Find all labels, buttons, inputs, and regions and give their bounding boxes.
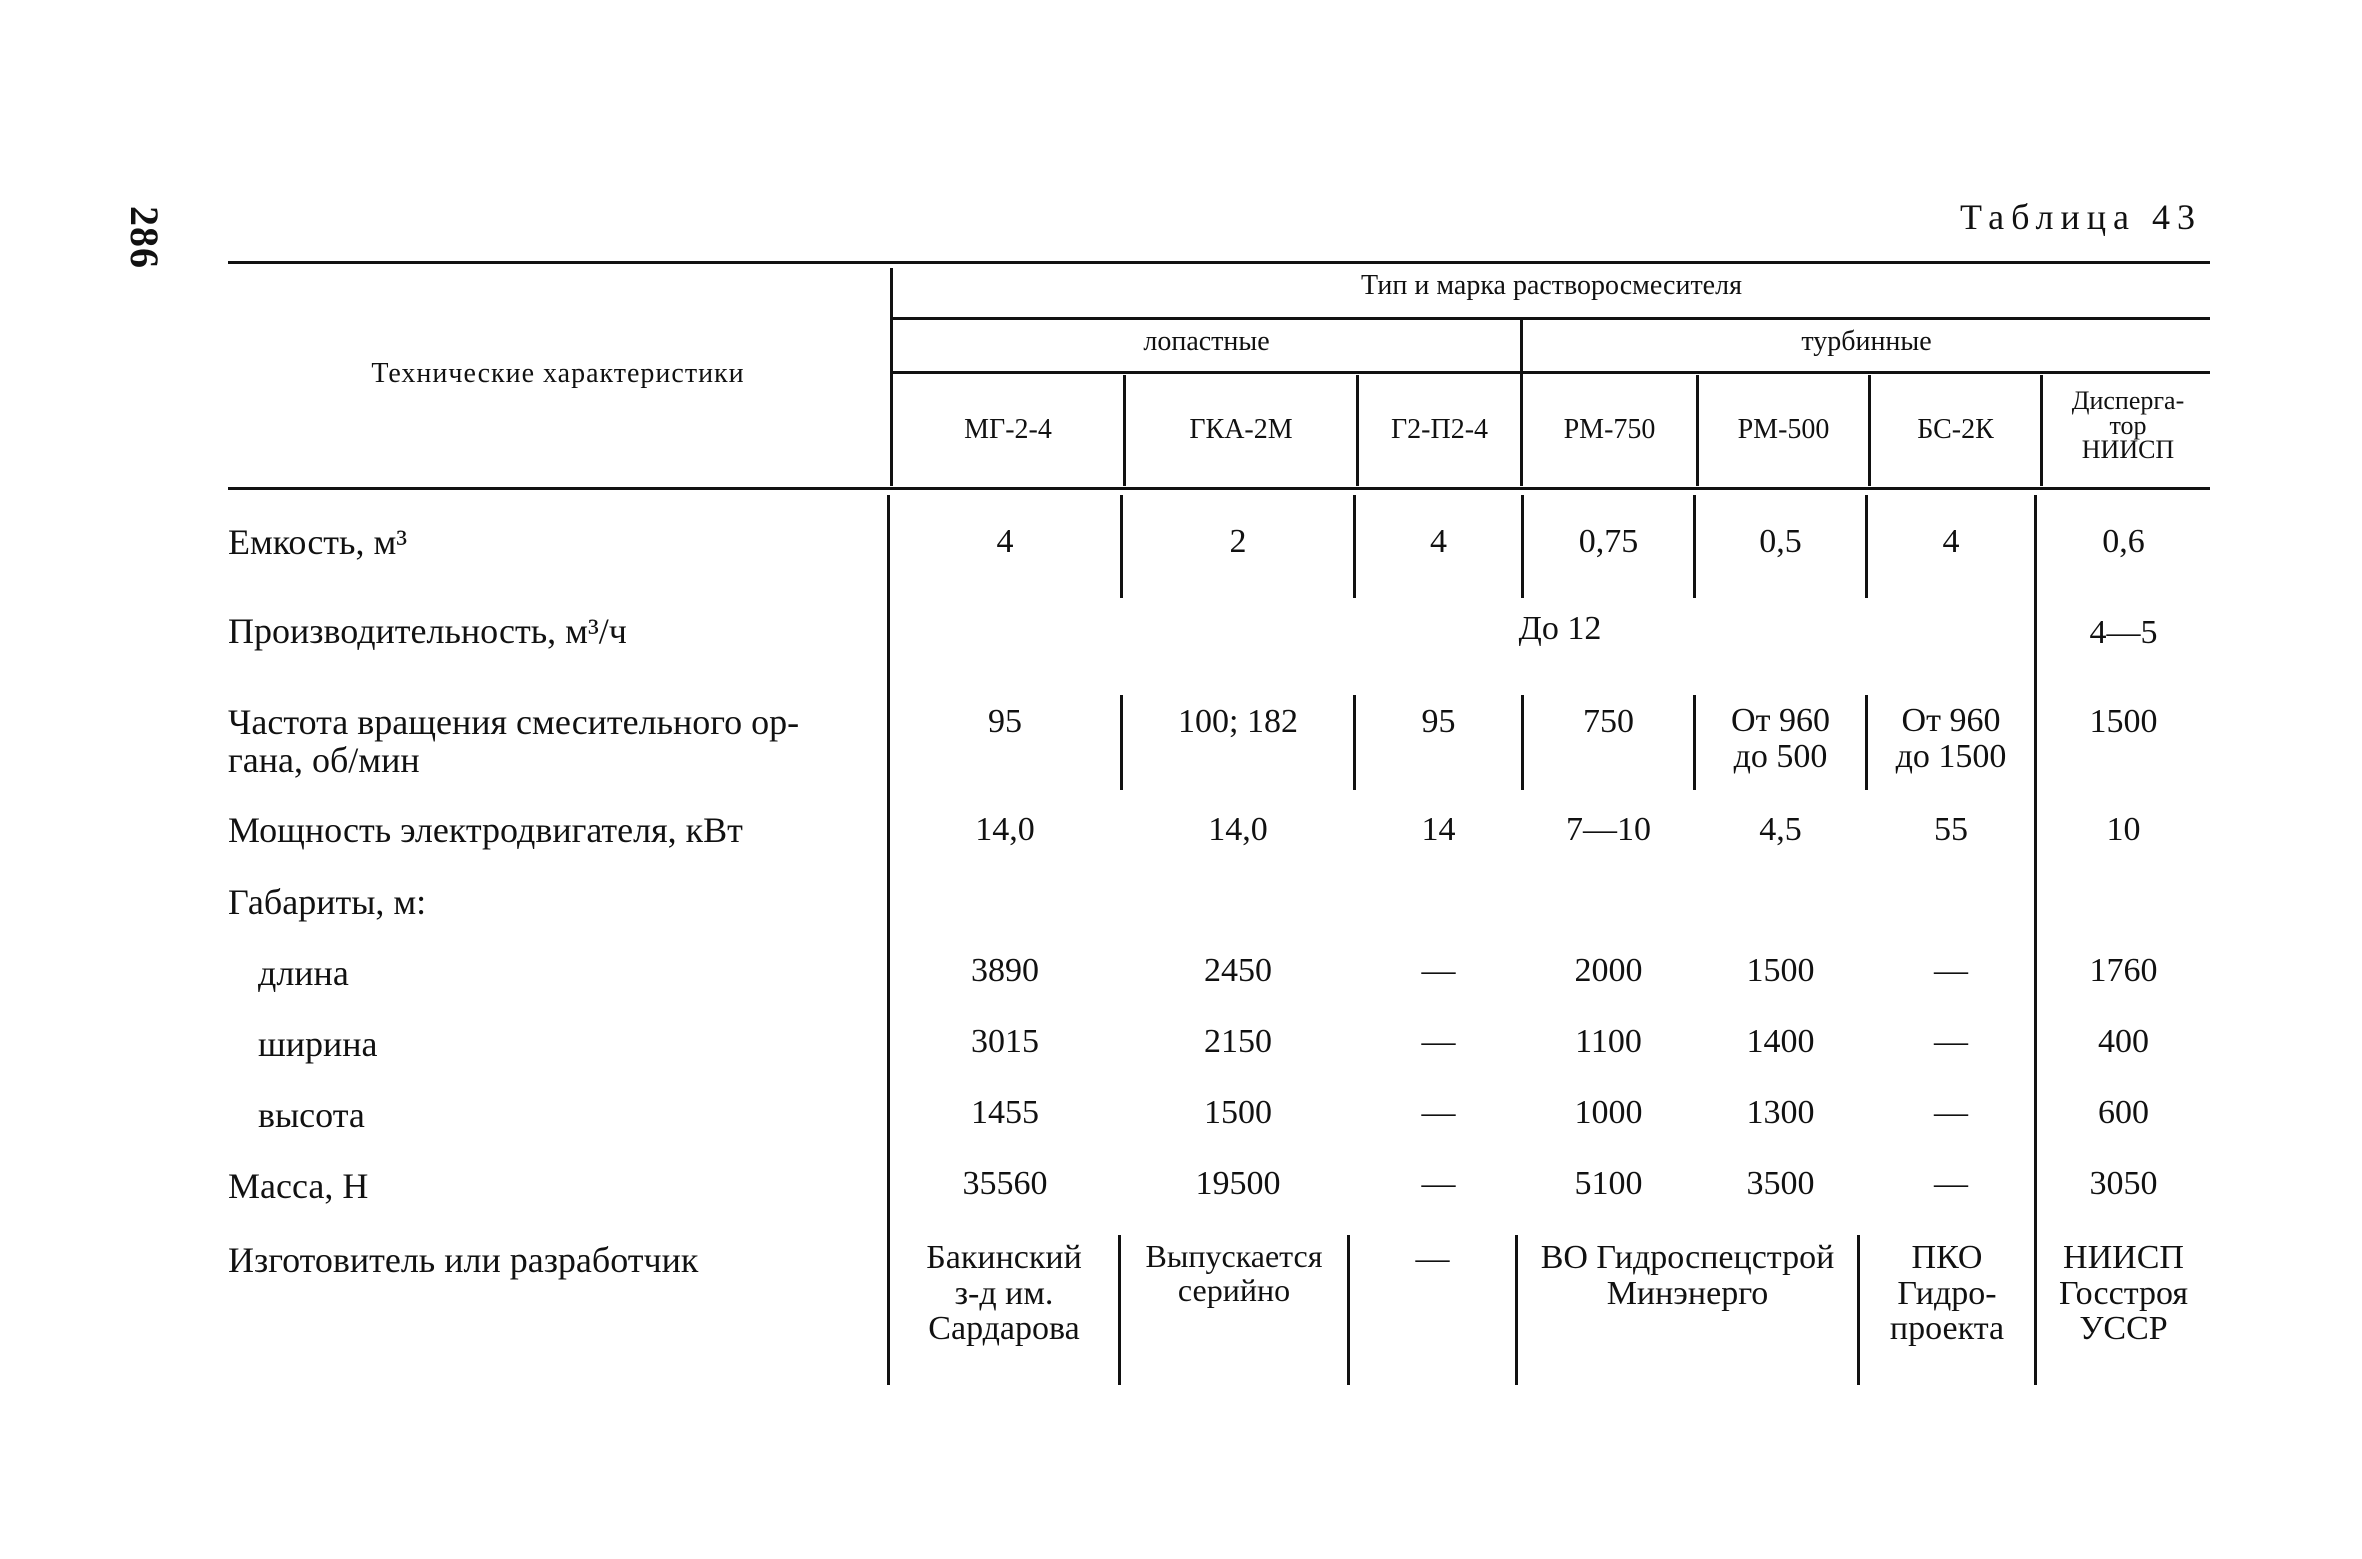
column-header: РМ-750 xyxy=(1563,414,1656,445)
cell-productivity: 4—5 xyxy=(2089,614,2158,651)
cell-rotation: 100; 182 xyxy=(1178,703,1298,740)
column-header: БС-2К xyxy=(1917,414,1994,445)
cell-capacity: 4 xyxy=(996,523,1014,560)
header-group-turbine: турбинные xyxy=(1801,326,1932,357)
page-number: 286 xyxy=(122,206,167,269)
cell-height: 1300 xyxy=(1746,1094,1815,1131)
cell-width: 400 xyxy=(2098,1023,2149,1060)
column-header: ГКА-2М xyxy=(1189,414,1293,445)
cell-width: 1100 xyxy=(1575,1023,1642,1060)
cell-rotation: От 960 до 1500 xyxy=(1895,702,2007,775)
cell-power: 14,0 xyxy=(1208,811,1268,848)
cell-capacity: 0,75 xyxy=(1578,523,1639,560)
header-type-and-brand: Тип и марка растворосмесителя xyxy=(1361,270,1742,301)
cell-capacity: 4 xyxy=(1942,523,1960,560)
cell-length: — xyxy=(1421,952,1456,989)
subheader-rule xyxy=(893,317,2210,320)
cell-width: 1400 xyxy=(1746,1023,1815,1060)
cell-length: 1500 xyxy=(1746,952,1815,989)
cell-length: 1760 xyxy=(2089,952,2158,989)
table-title: Таблица 43 xyxy=(1960,197,2202,237)
cell-length: 3890 xyxy=(971,952,1039,989)
cell-power: 7—10 xyxy=(1566,811,1651,848)
cell-height: 1000 xyxy=(1574,1094,1643,1131)
row-label-length: длина xyxy=(258,953,349,993)
cell-maker: — xyxy=(1415,1240,1450,1277)
column-header: Г2-П2-4 xyxy=(1390,414,1489,445)
cell-width: — xyxy=(1421,1023,1456,1060)
cell-mass: — xyxy=(1934,1165,1968,1202)
column-header: РМ-500 xyxy=(1737,414,1830,445)
cell-mass: 19500 xyxy=(1195,1165,1281,1202)
cell-length: 2450 xyxy=(1204,952,1272,989)
cell-power: 10 xyxy=(2106,811,2141,848)
cell-mass: 3050 xyxy=(2089,1165,2158,1202)
row-label-power: Мощность электродвигателя, кВт xyxy=(228,810,743,850)
cell-power: 4,5 xyxy=(1759,811,1802,848)
cell-maker: ПКО Гидро- проекта xyxy=(1889,1239,2005,1348)
cell-capacity: 0,5 xyxy=(1759,523,1802,560)
cell-rotation: 1500 xyxy=(2089,703,2158,740)
cell-rotation: 750 xyxy=(1583,703,1634,740)
cell-mass: 5100 xyxy=(1574,1165,1643,1202)
header-characteristics: Технические характеристики xyxy=(371,358,745,389)
cell-height: — xyxy=(1934,1094,1968,1131)
cell-maker: Выпускается серийно xyxy=(1145,1238,1323,1308)
cell-height: 1500 xyxy=(1204,1094,1272,1131)
column-header: МГ-2-4 xyxy=(964,414,1052,445)
row-label-dimensions: Габариты, м: xyxy=(228,882,427,922)
cell-capacity: 2 xyxy=(1229,523,1247,560)
cell-mass: 3500 xyxy=(1746,1165,1815,1202)
cell-power: 14,0 xyxy=(975,811,1035,848)
cell-capacity: 0,6 xyxy=(2102,523,2145,560)
cell-mass: — xyxy=(1421,1165,1456,1202)
cell-maker: ВО Гидроспецстрой Минэнерго xyxy=(1540,1239,1835,1312)
cell-rotation: 95 xyxy=(988,703,1022,740)
cell-height: 600 xyxy=(2098,1094,2149,1131)
cell-maker: Бакинский з-д им. Сардарова xyxy=(926,1239,1082,1348)
cell-length: — xyxy=(1934,952,1968,989)
cell-height: — xyxy=(1421,1094,1456,1131)
cell-rotation: От 960 до 500 xyxy=(1731,702,1830,775)
cell-rotation: 95 xyxy=(1421,703,1456,740)
cell-height: 1455 xyxy=(971,1094,1039,1131)
cell-productivity-span: До 12 xyxy=(1518,610,1602,647)
cell-power: 55 xyxy=(1934,811,1968,848)
header-group-blade: лопастные xyxy=(1143,326,1270,357)
cell-width: — xyxy=(1934,1023,1968,1060)
cell-capacity: 4 xyxy=(1430,523,1447,560)
cell-width: 2150 xyxy=(1204,1023,1272,1060)
cell-power: 14 xyxy=(1421,811,1456,848)
header-bottom-rule xyxy=(228,487,2210,490)
row-label-capacity: Емкость, м³ xyxy=(228,522,408,562)
row-label-productivity: Производительность, м³/ч xyxy=(228,611,627,651)
row-label-mass: Масса, Н xyxy=(228,1166,369,1206)
column-header: Дисперга- тор НИИСП xyxy=(2071,386,2185,465)
row-label-width: ширина xyxy=(258,1024,378,1064)
cell-maker: НИИСП Госстроя УССР xyxy=(2059,1239,2188,1348)
cell-length: 2000 xyxy=(1574,952,1643,989)
table-top-rule xyxy=(228,261,2210,264)
cell-width: 3015 xyxy=(971,1023,1039,1060)
row-label-rotation: Частота вращения смесительного ор- гана, об/мин xyxy=(228,702,800,781)
row-label-maker: Изготовитель или разработчик xyxy=(228,1240,699,1280)
row-label-height: высота xyxy=(258,1095,365,1135)
cell-mass: 35560 xyxy=(962,1165,1048,1202)
group-rule xyxy=(893,371,2210,374)
